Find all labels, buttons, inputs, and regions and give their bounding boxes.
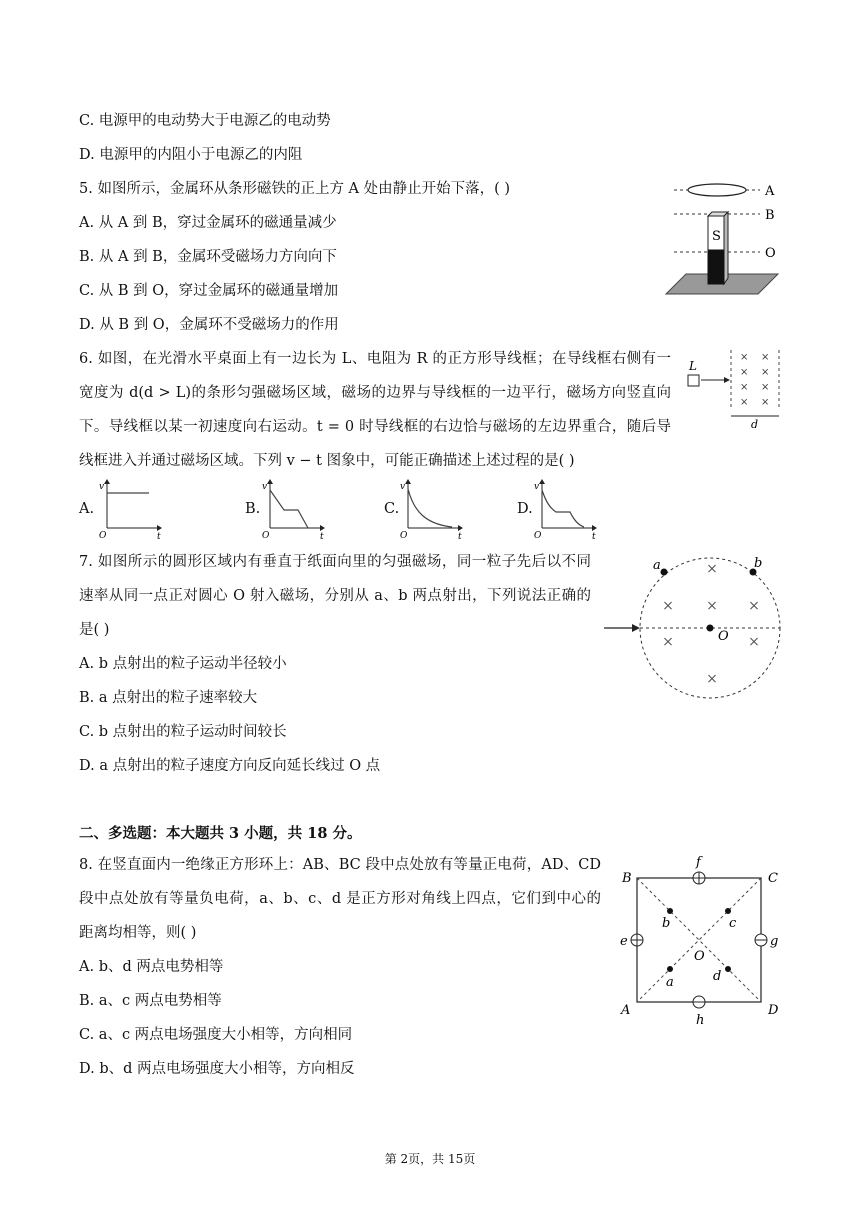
label-o: O	[694, 949, 705, 964]
svg-text:×: ×	[761, 397, 770, 408]
svg-text:×: ×	[662, 598, 674, 614]
graph-b-curve	[270, 490, 308, 528]
q6-stem-line-4: 线框进入并通过磁场区域。下列 v − t 图象中，可能正确描述上述过程的是( )	[79, 453, 575, 469]
label-vertex-b: B	[622, 871, 632, 886]
label-h: h	[696, 1013, 705, 1028]
field-cross-marks	[740, 352, 769, 408]
point-d	[725, 966, 731, 972]
label-d: d	[713, 969, 722, 984]
svg-text:O: O	[99, 531, 107, 540]
label-a: a	[666, 975, 674, 990]
svg-text:×: ×	[706, 561, 718, 577]
label-vertex-a: A	[621, 1003, 631, 1018]
svg-text:×: ×	[761, 367, 770, 378]
point-c	[725, 908, 731, 914]
q7-option-a: A. b 点射出的粒子运动半径较小	[79, 656, 287, 672]
q5-option-a: A. 从 A 到 B，穿过金属环的磁通量减少	[79, 215, 337, 231]
q8-square-charges-figure	[616, 852, 786, 1028]
magnet-north	[708, 250, 724, 284]
point-a	[667, 966, 673, 972]
metal-ring	[688, 184, 746, 196]
point-b	[667, 908, 673, 914]
svg-text:t: t	[592, 532, 596, 540]
q6-graph-d	[530, 478, 600, 540]
q8-stem-line-3: 距离均相等，则( )	[79, 925, 197, 941]
label-f: f	[696, 855, 701, 870]
svg-text:O: O	[400, 531, 408, 540]
magnet-side	[724, 212, 728, 284]
q6-choice-b-label: B.	[245, 501, 261, 517]
q6-graph-b	[258, 478, 328, 540]
label-l: L	[689, 359, 697, 373]
q8-stem-line-2: 段中点处放有等量负电荷，a、b、c、d 是正方形对角线上四点，它们到中心的	[79, 891, 601, 907]
q6-stem-line-1: 6. 如图，在光滑水平桌面上有一边长为 L、电阻为 R 的正方形导线框；在导线框右侧有一	[79, 351, 671, 367]
label-d: d	[751, 418, 759, 431]
section-title: 二、多选题：本大题共 3 小题，共 18 分。	[79, 825, 362, 842]
label-c: c	[729, 916, 737, 931]
label-a: A	[765, 184, 775, 199]
label-b: b	[662, 916, 671, 931]
q6-graph-c	[396, 478, 466, 540]
q6-stem-line-3: 下。导线框以某一初速度向右运动。t = 0 时导线框的右边恰与磁场的左边界重合，随后导	[79, 419, 671, 435]
q6-choice-a-label: A.	[79, 501, 95, 517]
svg-text:×: ×	[740, 367, 749, 378]
svg-text:×: ×	[740, 352, 749, 363]
q5-option-c: C. 从 B 到 O，穿过金属环的磁通量增加	[79, 283, 339, 299]
option-d-prev: D. 电源甲的内阻小于电源乙的内阻	[79, 147, 303, 163]
svg-text:×: ×	[706, 671, 718, 687]
field-cross-marks	[662, 561, 760, 687]
negative-charge-h	[693, 996, 705, 1008]
magnet-s-label: S	[712, 229, 721, 244]
label-e: e	[620, 934, 628, 949]
q8-option-a: A. b、d 两点电势相等	[79, 959, 224, 975]
svg-text:×: ×	[662, 634, 674, 650]
velocity-arrowhead	[724, 377, 730, 383]
label-o: O	[718, 629, 729, 644]
svg-text:×: ×	[761, 352, 770, 363]
q7-circle-field-figure	[602, 553, 788, 723]
q7-option-b: B. a 点射出的粒子速率较大	[79, 690, 258, 706]
option-c-prev: C. 电源甲的电动势大于电源乙的电动势	[79, 113, 331, 129]
q5-magnet-figure	[660, 178, 785, 300]
page-footer: 第 2页，共 15页	[384, 1152, 476, 1166]
svg-text:v: v	[400, 482, 406, 492]
svg-text:t: t	[458, 532, 462, 540]
svg-text:×: ×	[740, 382, 749, 393]
graph-d-curve	[542, 490, 584, 527]
svg-text:O: O	[262, 531, 270, 540]
svg-text:v: v	[99, 482, 105, 492]
label-vertex-d: D	[768, 1003, 779, 1018]
point-a	[661, 569, 668, 576]
q8-option-c: C. a、c 两点电场强度大小相等，方向相同	[79, 1027, 353, 1043]
svg-text:×: ×	[748, 598, 760, 614]
q6-choice-d-label: D.	[517, 501, 533, 517]
label-b: B	[765, 208, 775, 223]
svg-text:t: t	[320, 532, 324, 540]
svg-text:×: ×	[748, 634, 760, 650]
q5-option-d: D. 从 B 到 O，金属环不受磁场力的作用	[79, 317, 339, 333]
label-g: g	[770, 934, 779, 949]
square-frame	[688, 375, 699, 386]
svg-text:×: ×	[740, 397, 749, 408]
q6-field-figure	[684, 346, 784, 432]
entry-arrowhead	[632, 624, 640, 632]
label-a: a	[653, 558, 661, 573]
q6-choice-c-label: C.	[384, 501, 400, 517]
q7-stem-line-1: 7. 如图所示的圆形区域内有垂直于纸面向里的匀强磁场，同一粒子先后以不同	[79, 554, 591, 570]
q6-stem-line-2: 宽度为 d(d > L)的条形匀强磁场区域，磁场的边界与导线框的一边平行，磁场方向竖直向	[79, 385, 671, 401]
svg-text:v: v	[262, 482, 268, 492]
q6-graph-a	[95, 478, 165, 540]
positive-charge-f	[693, 872, 705, 884]
positive-charge-e	[631, 934, 643, 946]
q5-stem: 5. 如图所示，金属环从条形磁铁的正上方 A 处由静止开始下落，( )	[79, 181, 511, 197]
q7-stem-line-3: 是( )	[79, 622, 110, 638]
svg-text:O: O	[534, 531, 542, 540]
q8-stem-line-1: 8. 在竖直面内一绝缘正方形环上：AB、BC 段中点处放有等量正电荷，AD、CD	[79, 857, 601, 873]
q8-option-b: B. a、c 两点电势相等	[79, 993, 222, 1009]
q7-stem-line-2: 速率从同一点正对圆心 O 射入磁场，分别从 a、b 两点射出，下列说法正确的	[79, 588, 591, 604]
q7-option-c: C. b 点射出的粒子运动时间较长	[79, 724, 287, 740]
center-o	[707, 625, 714, 632]
q8-option-d: D. b、d 两点电场强度大小相等，方向相反	[79, 1061, 355, 1077]
label-o: O	[765, 246, 776, 261]
negative-charge-g	[755, 934, 767, 946]
svg-text:×: ×	[706, 598, 718, 614]
q5-option-b: B. 从 A 到 B，金属环受磁场力方向向下	[79, 249, 337, 265]
q7-option-d: D. a 点射出的粒子速度方向反向延长线过 O 点	[79, 758, 381, 774]
svg-text:×: ×	[761, 382, 770, 393]
label-b: b	[754, 556, 763, 571]
svg-text:t: t	[157, 532, 161, 540]
graph-c-curve	[408, 489, 452, 527]
svg-text:v: v	[534, 482, 540, 492]
label-vertex-c: C	[768, 871, 778, 886]
